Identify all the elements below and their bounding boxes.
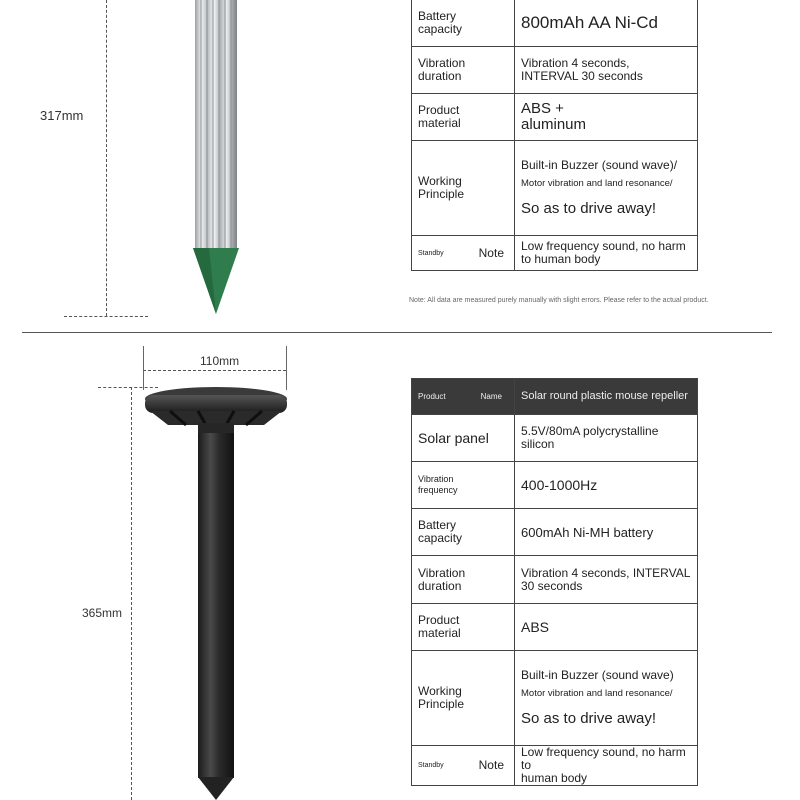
- spec-key-vibration-frequency: Vibration frequency: [412, 462, 515, 509]
- width-dimension-right: [286, 346, 287, 390]
- spec-value-battery: 800mAh AA Ni-Cd: [515, 0, 698, 47]
- spec-key-product-name: Product Name: [412, 379, 515, 415]
- height-dimension-line-top: [106, 0, 107, 316]
- spec-row-material: [412, 94, 698, 141]
- spec-row-solar-panel: [412, 415, 698, 462]
- spec-key-battery: Battery capacity: [412, 0, 515, 47]
- height-label-top: 317mm: [40, 108, 84, 123]
- measurement-note: Note: All data are measured purely manually with slight errors. Please refer to the actual product.: [409, 297, 709, 304]
- spec-value-product-name: Solar round plastic mouse repeller: [515, 379, 698, 415]
- spec-key-vibration-duration: Vibration duration: [412, 47, 515, 94]
- spec-value-working-principle: Built-in Buzzer (sound wave)/ Motor vibration and land resonance/ So as to drive away!: [515, 141, 698, 236]
- spec-table-bottom: [411, 378, 698, 786]
- spec-row-working-principle: [412, 141, 698, 236]
- spec-row-note: [412, 236, 698, 271]
- spec-value-battery-bottom: 600mAh Ni-MH battery: [515, 509, 698, 556]
- spec-key-material: Product material: [412, 94, 515, 141]
- spec-row-vibration-duration: [412, 47, 698, 94]
- spec-row-vibration-duration-bottom: [412, 556, 698, 604]
- spec-key-note-bottom: Standby Note: [412, 746, 515, 786]
- spec-row-vibration-frequency: [412, 462, 698, 509]
- spec-value-material: ABS + aluminum: [515, 94, 698, 141]
- spec-row-battery: [412, 509, 698, 556]
- spec-key-working-principle-bottom: Working Principle: [412, 651, 515, 746]
- height-dimension-line-bottom: [131, 387, 132, 800]
- spec-row-material-bottom: [412, 604, 698, 651]
- spec-key-battery-bottom: Battery capacity: [412, 509, 515, 556]
- spec-value-material-bottom: ABS: [515, 604, 698, 651]
- spec-key-note: Standby Note: [412, 236, 515, 271]
- height-label-bottom: 365mm: [82, 606, 123, 620]
- width-label: 110mm: [200, 354, 240, 368]
- spec-value-solar-panel: 5.5V/80mA polycrystalline silicon: [515, 415, 698, 462]
- aluminum-spike-image: [185, 0, 245, 320]
- spec-value-vibration-duration-bottom: Vibration 4 seconds, INTERVAL 30 seconds: [515, 556, 698, 604]
- spec-row-note-bottom: [412, 746, 698, 786]
- spec-value-vibration-duration: Vibration 4 seconds, INTERVAL 30 seconds: [515, 47, 698, 94]
- spec-row-working-principle-bottom: [412, 651, 698, 746]
- spec-row-product-name: [412, 379, 698, 415]
- solar-stake-image: [140, 385, 292, 800]
- section-divider: [22, 332, 772, 333]
- spec-value-note: Low frequency sound, no harm to human body: [515, 236, 698, 271]
- width-dimension-left: [143, 346, 144, 390]
- height-dimension-tick-top: [64, 316, 148, 317]
- width-dimension-line: [143, 370, 286, 371]
- spec-table-top: [411, 0, 698, 271]
- spec-key-material-bottom: Product material: [412, 604, 515, 651]
- spec-row-battery: [412, 0, 698, 47]
- spec-key-working-principle: Working Principle: [412, 141, 515, 236]
- spec-key-solar-panel: Solar panel: [412, 415, 515, 462]
- spec-value-working-principle-bottom: Built-in Buzzer (sound wave) Motor vibration and land resonance/ So as to drive away!: [515, 651, 698, 746]
- spec-key-vibration-duration-bottom: Vibration duration: [412, 556, 515, 604]
- spec-value-vibration-frequency: 400-1000Hz: [515, 462, 698, 509]
- spec-value-note-bottom: Low frequency sound, no harm to human body: [515, 746, 698, 786]
